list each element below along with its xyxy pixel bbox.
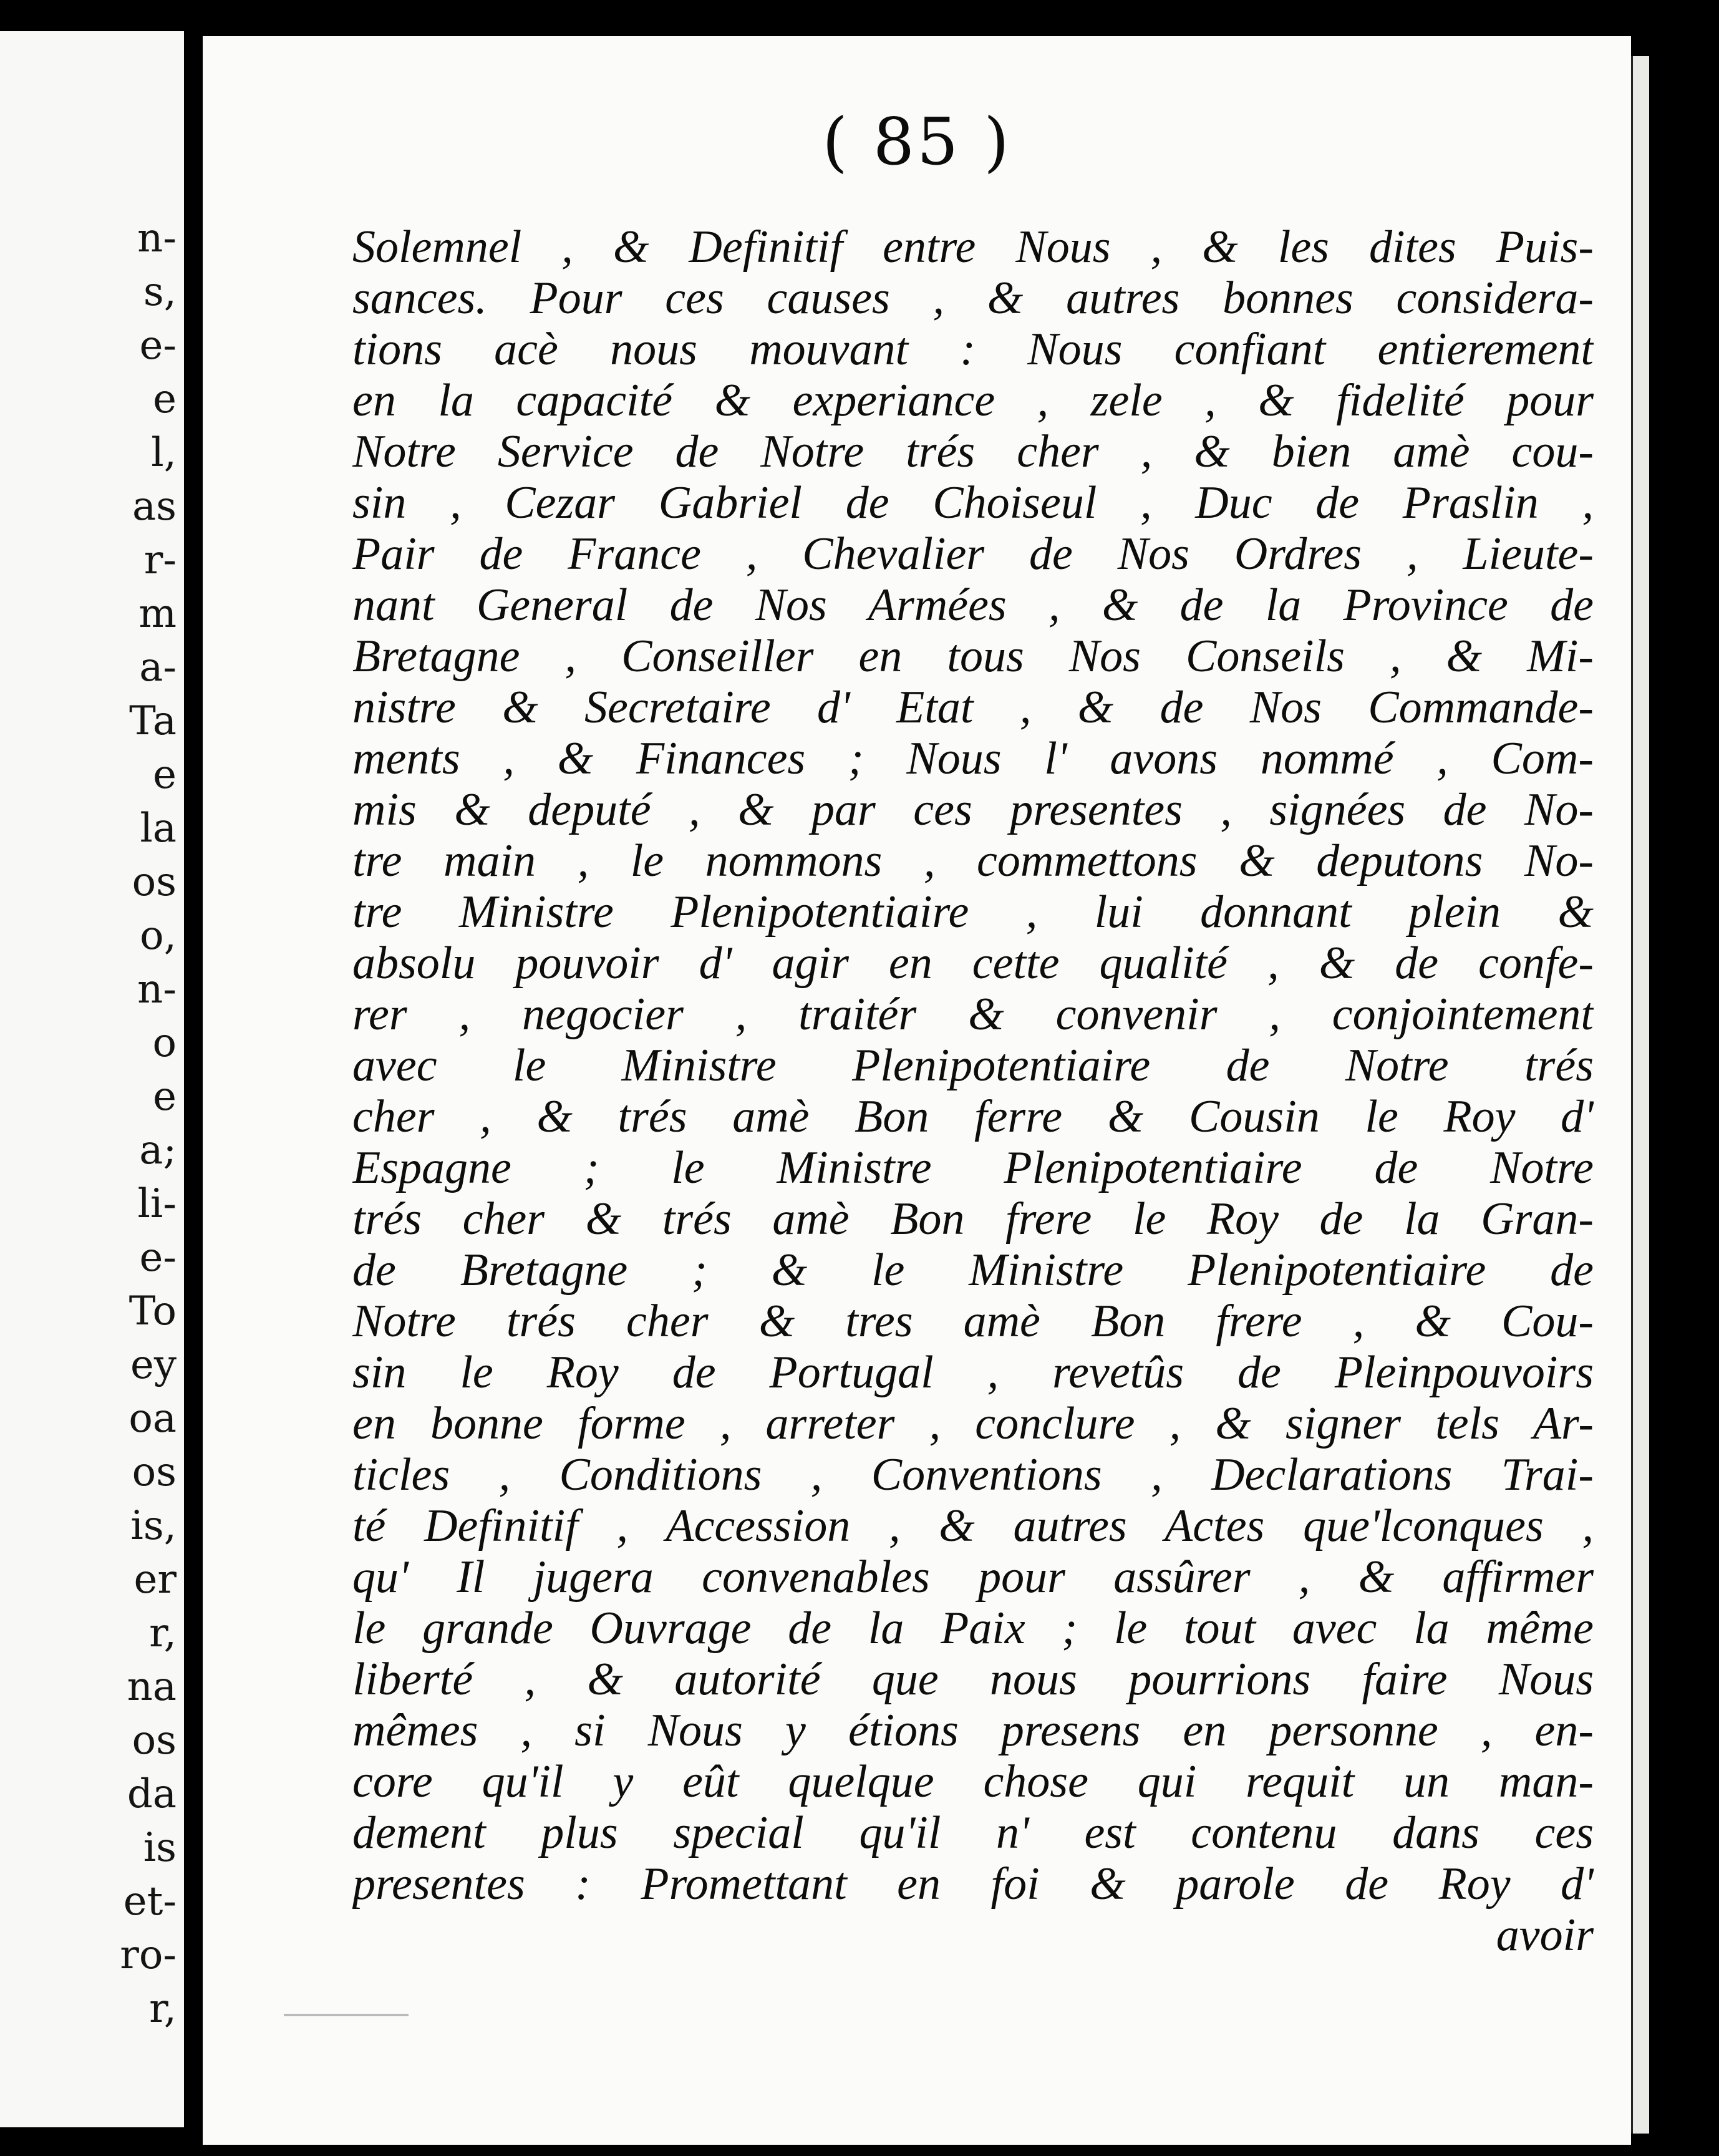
page-edge [1631, 56, 1649, 2134]
facing-page-text-fragment: da [127, 1771, 177, 1817]
text-line: qu' Il jugera convenables pour assûrer , & affirmer [352, 1551, 1594, 1603]
text-line: tre Ministre Plenipotentiaire , lui donnant plein & [352, 886, 1594, 938]
facing-page-text-fragment: a- [139, 644, 177, 691]
text-line: absolu pouvoir d' agir en cette qualité , & de confe- [352, 938, 1594, 989]
book-gutter [184, 0, 203, 2156]
text-line: mêmes , si Nous y étions presens en personne , en- [352, 1705, 1594, 1756]
text-line: dement plus special qu'il n' est contenu dans ces [352, 1807, 1594, 1858]
text-line: avec le Ministre Plenipotentiaire de Notre trés [352, 1040, 1594, 1091]
facing-page-text-fragment: os [132, 859, 177, 905]
text-line: nistre & Secretaire d' Etat , & de Nos Commande- [352, 682, 1594, 733]
text-line: ticles , Conditions , Conventions , Declarations Trai- [352, 1449, 1594, 1500]
facing-page-text-fragment: as [132, 483, 177, 530]
faint-mark [284, 2014, 409, 2016]
text-line: tre main , le nommons , commettons & deputons No- [352, 835, 1594, 886]
facing-page-text-fragment: na [127, 1664, 177, 1710]
text-line: en la capacité & experiance , zele , & fidelité pour [352, 375, 1594, 426]
text-line: cher , & trés amè Bon ferre & Cousin le Roy d' [352, 1091, 1594, 1142]
facing-page-text-fragment: n- [137, 215, 177, 261]
text-line: sin le Roy de Portugal , revetûs de Pleinpouvoirs [352, 1347, 1594, 1398]
document-page [203, 36, 1631, 2145]
facing-page-text-fragment: r- [143, 537, 177, 583]
text-line: té Definitif , Accession , & autres Actes que'lconques , [352, 1500, 1594, 1551]
facing-page-text-fragment: oa [128, 1396, 177, 1442]
facing-page-text-fragment: r, [149, 1986, 177, 2032]
facing-page-text-fragment: e- [139, 323, 177, 369]
facing-page-text-fragment: ro- [120, 1932, 177, 1978]
text-line: trés cher & trés amè Bon frere le Roy de la Gran- [352, 1193, 1594, 1245]
facing-page-text-fragment: la [140, 805, 177, 852]
facing-page-text-fragment: n- [137, 966, 177, 1012]
text-line: le grande Ouvrage de la Paix ; le tout avec la même [352, 1603, 1594, 1654]
text-line: rer , negocier , traitér & convenir , conjointement [352, 989, 1594, 1040]
text-line: liberté , & autorité que nous pourrions faire Nous [352, 1654, 1594, 1705]
text-line: Notre Service de Notre trés cher , & bien amè cou- [352, 426, 1594, 477]
facing-page-fragment [0, 31, 184, 2127]
text-line: Bretagne , Conseiller en tous Nos Conseils , & Mi- [352, 631, 1594, 682]
facing-page-text-fragment: er [133, 1556, 177, 1603]
facing-page-text-fragment: os [132, 1449, 177, 1495]
text-line: sin , Cezar Gabriel de Choiseul , Duc de Praslin , [352, 477, 1594, 528]
facing-page-text-fragment: e- [139, 1235, 177, 1281]
facing-page-text-fragment: is [143, 1825, 177, 1871]
facing-page-text-fragment: o [152, 1020, 177, 1066]
facing-page-text-fragment: r, [149, 1610, 177, 1656]
text-line: Notre trés cher & tres amè Bon frere , & Cou- [352, 1296, 1594, 1347]
text-line: core qu'il y eût quelque chose qui requit un man- [352, 1756, 1594, 1807]
facing-page-text-fragment: e [153, 752, 177, 798]
text-line: de Bretagne ; & le Ministre Plenipotentiaire de [352, 1245, 1594, 1296]
facing-page-text-fragment: is, [130, 1503, 177, 1549]
catchword: avoir [1496, 1910, 1594, 1961]
text-line: presentes : Promettant en foi & parole de Roy d' [352, 1858, 1594, 1910]
facing-page-text-fragment: et- [123, 1878, 177, 1925]
text-line: mis & deputé , & par ces presentes , signées de No- [352, 784, 1594, 835]
text-line: sances. Pour ces causes , & autres bonnes considera- [352, 273, 1594, 324]
text-line: nant General de Nos Armées , & de la Province de [352, 580, 1594, 631]
text-line: Solemnel , & Definitif entre Nous , & les dites Puis- [352, 221, 1594, 273]
facing-page-text-fragment: s, [143, 269, 177, 315]
page-number: ( 85 ) [822, 104, 1012, 180]
facing-page-text-fragment: ey [130, 1342, 177, 1388]
facing-page-text-fragment: Ta [129, 698, 177, 744]
facing-page-text-fragment: li- [137, 1181, 177, 1227]
facing-page-text-fragment: m [138, 591, 177, 637]
text-line: tions acè nous mouvant : Nous confiant entierement [352, 324, 1594, 375]
text-line: Espagne ; le Ministre Plenipotentiaire de Notre [352, 1142, 1594, 1193]
facing-page-text-fragment: e [153, 1074, 177, 1120]
facing-page-text-fragment: e [153, 376, 177, 422]
facing-page-text-fragment: l, [151, 430, 177, 476]
facing-page-text-fragment: os [132, 1717, 177, 1764]
text-line: ments , & Finances ; Nous l' avons nommé , Com- [352, 733, 1594, 784]
facing-page-text-fragment: To [128, 1288, 177, 1334]
text-line: Pair de France , Chevalier de Nos Ordres , Lieute- [352, 528, 1594, 580]
text-line: en bonne forme , arreter , conclure , & signer tels Ar- [352, 1398, 1594, 1449]
facing-page-text-fragment: o, [140, 913, 177, 959]
facing-page-text-fragment: a; [139, 1127, 177, 1173]
